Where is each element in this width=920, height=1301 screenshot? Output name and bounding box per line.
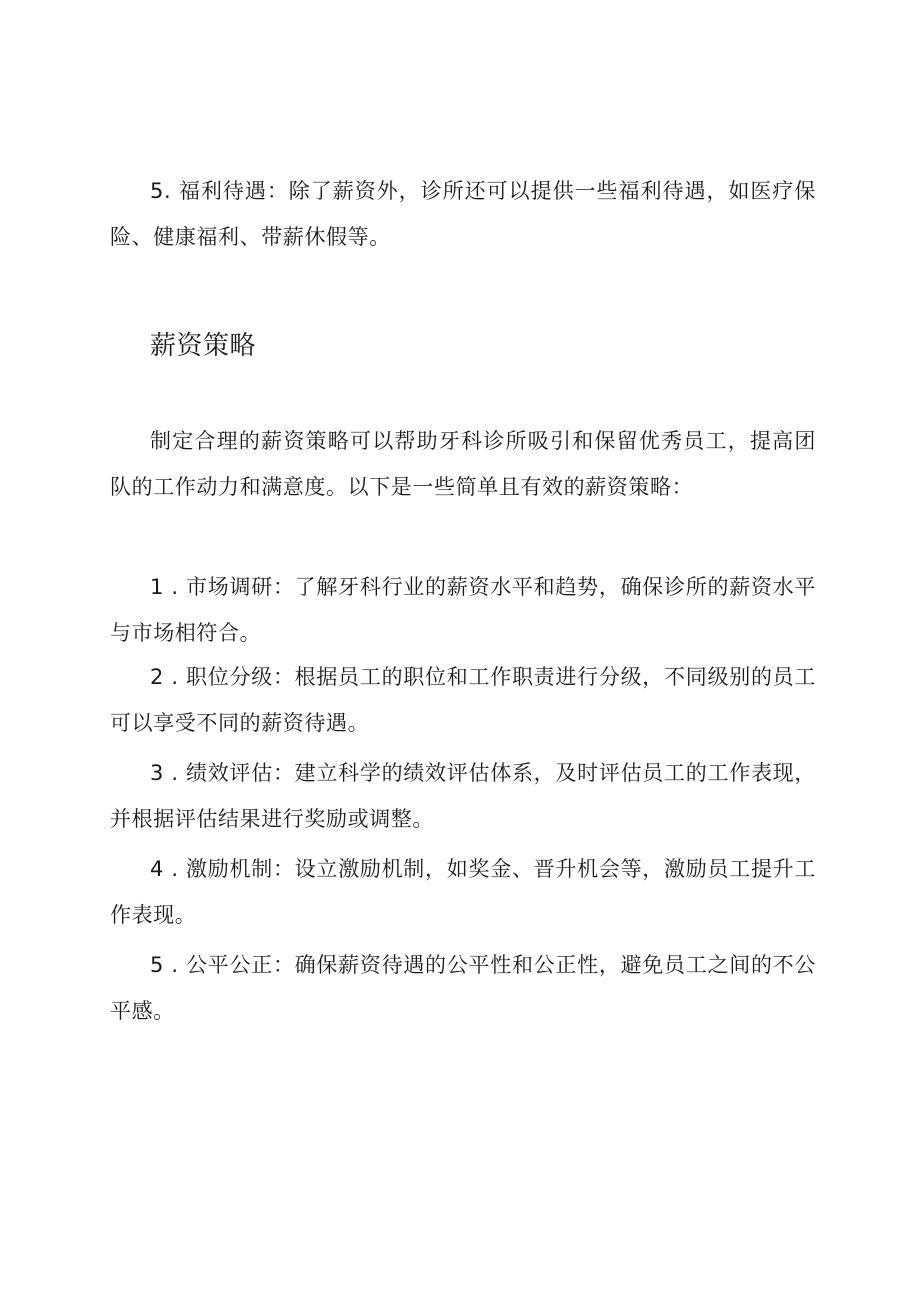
section-heading: 薪资策略 xyxy=(150,331,257,361)
section-intro-paragraph: 制定合理的薪资策略可以帮助牙科诊所吸引和保留优秀员工，提高团队的工作动力和满意度。以下是一些简单且有效的薪资策略： xyxy=(110,429,816,499)
benefits-paragraph: 5. 福利待遇：除了薪资外，诊所还可以提供一些福利待遇，如医疗保险、健康福利、带薪休假等。 xyxy=(110,179,816,249)
list-item: 2 . 职位分级：根据员工的职位和工作职责进行分级，不同级别的员工可以享受不同的薪资待遇。 xyxy=(110,665,816,735)
list-item: 1 . 市场调研：了解牙科行业的薪资水平和趋势，确保诊所的薪资水平与市场相符合。 xyxy=(110,575,816,645)
list-item: 3 . 绩效评估：建立科学的绩效评估体系，及时评估员工的工作表现，并根据评估结果进行奖励或调整。 xyxy=(110,761,816,831)
list-item: 5 . 公平公正：确保薪资待遇的公平性和公正性，避免员工之间的不公平感。 xyxy=(110,953,816,1023)
list-item: 4 . 激励机制：设立激励机制，如奖金、晋升机会等，激励员工提升工作表现。 xyxy=(110,857,816,927)
